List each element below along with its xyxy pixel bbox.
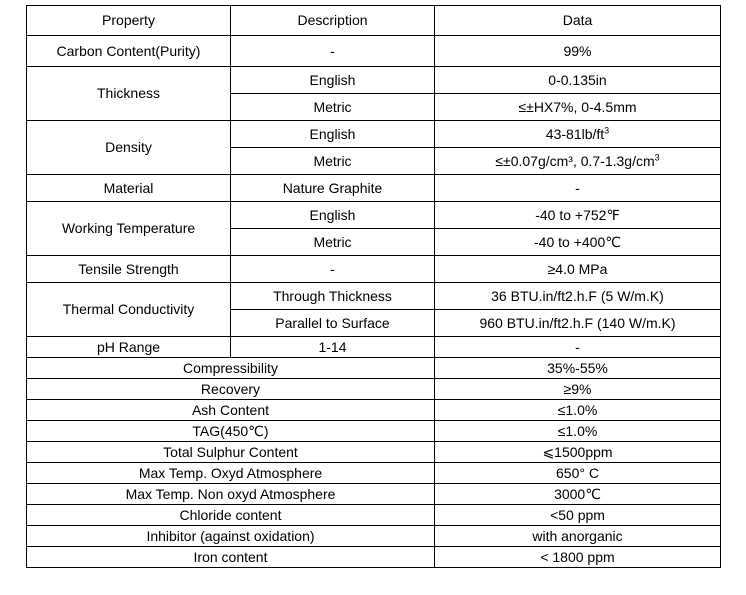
superscript-3: 3 [604, 125, 610, 135]
table-row [27, 283, 721, 310]
table-row [27, 547, 721, 568]
data-cell: <50 ppm [435, 505, 721, 526]
data-cell: 36 BTU.in/ft2.h.F (5 W/m.K) [435, 283, 721, 310]
table-row [27, 67, 721, 94]
header-data: Data [435, 6, 721, 36]
density-metric-value: ≤±0.07g/cm³, 0.7-1.3g/cm [495, 152, 655, 169]
data-cell: 99% [435, 36, 721, 67]
table-row [27, 526, 721, 547]
property-cell: Compressibility [27, 358, 435, 379]
description-cell: Metric [231, 94, 435, 121]
description-cell: Parallel to Surface [231, 310, 435, 337]
data-cell: ⩽1500ppm [435, 442, 721, 463]
property-cell: Ash Content [27, 400, 435, 421]
property-cell: Tensile Strength [27, 256, 231, 283]
table-row [27, 400, 721, 421]
description-cell: - [231, 36, 435, 67]
table-row [27, 256, 721, 283]
table-row [27, 484, 721, 505]
density-english-value: 43-81lb/ft [545, 125, 605, 142]
table-row [27, 358, 721, 379]
description-cell: 1-14 [231, 337, 435, 358]
property-cell: Recovery [27, 379, 435, 400]
property-cell: TAG(450℃) [27, 421, 435, 442]
data-cell: 0-0.135in [435, 67, 721, 94]
data-cell [435, 121, 721, 148]
table-row [27, 505, 721, 526]
table-row [27, 202, 721, 229]
data-cell: 650° C [435, 463, 721, 484]
property-cell: Working Temperature [27, 202, 231, 256]
data-cell: - [435, 175, 721, 202]
table-row [27, 36, 721, 67]
description-cell: English [231, 121, 435, 148]
data-cell: with anorganic [435, 526, 721, 547]
header-row [27, 6, 721, 36]
data-cell: 960 BTU.in/ft2.h.F (140 W/m.K) [435, 310, 721, 337]
description-cell: English [231, 202, 435, 229]
property-cell: Carbon Content(Purity) [27, 36, 231, 67]
table-row [27, 463, 721, 484]
property-cell: Thickness [27, 67, 231, 121]
table-row [27, 175, 721, 202]
data-cell: ≤±HX7%, 0-4.5mm [435, 94, 721, 121]
property-cell: Inhibitor (against oxidation) [27, 526, 435, 547]
description-cell: - [231, 256, 435, 283]
table-row [27, 442, 721, 463]
data-cell [435, 148, 721, 175]
description-cell: Metric [231, 229, 435, 256]
property-cell: Material [27, 175, 231, 202]
data-cell: -40 to +752℉ [435, 202, 721, 229]
table-row [27, 421, 721, 442]
data-cell: ≤1.0% [435, 421, 721, 442]
description-cell: English [231, 67, 435, 94]
table-row [27, 379, 721, 400]
data-cell: -40 to +400℃ [435, 229, 721, 256]
description-cell: Through Thickness [231, 283, 435, 310]
property-cell: pH Range [27, 337, 231, 358]
header-description: Description [231, 6, 435, 36]
property-cell: Total Sulphur Content [27, 442, 435, 463]
data-cell: 3000℃ [435, 484, 721, 505]
description-cell: Nature Graphite [231, 175, 435, 202]
data-cell: 35%-55% [435, 358, 721, 379]
data-cell: ≥4.0 MPa [435, 256, 721, 283]
table-row [27, 337, 721, 358]
property-cell: Max Temp. Oxyd Atmosphere [27, 463, 435, 484]
property-cell: Chloride content [27, 505, 435, 526]
properties-table [26, 5, 721, 568]
data-cell: < 1800 ppm [435, 547, 721, 568]
property-cell: Iron content [27, 547, 435, 568]
header-property: Property [27, 6, 231, 36]
property-cell: Max Temp. Non oxyd Atmosphere [27, 484, 435, 505]
property-cell: Density [27, 121, 231, 175]
description-cell: Metric [231, 148, 435, 175]
data-cell: ≥9% [435, 379, 721, 400]
data-cell: ≤1.0% [435, 400, 721, 421]
table-row [27, 121, 721, 148]
data-cell: - [435, 337, 721, 358]
superscript-3: 3 [654, 152, 660, 162]
property-cell: Thermal Conductivity [27, 283, 231, 337]
